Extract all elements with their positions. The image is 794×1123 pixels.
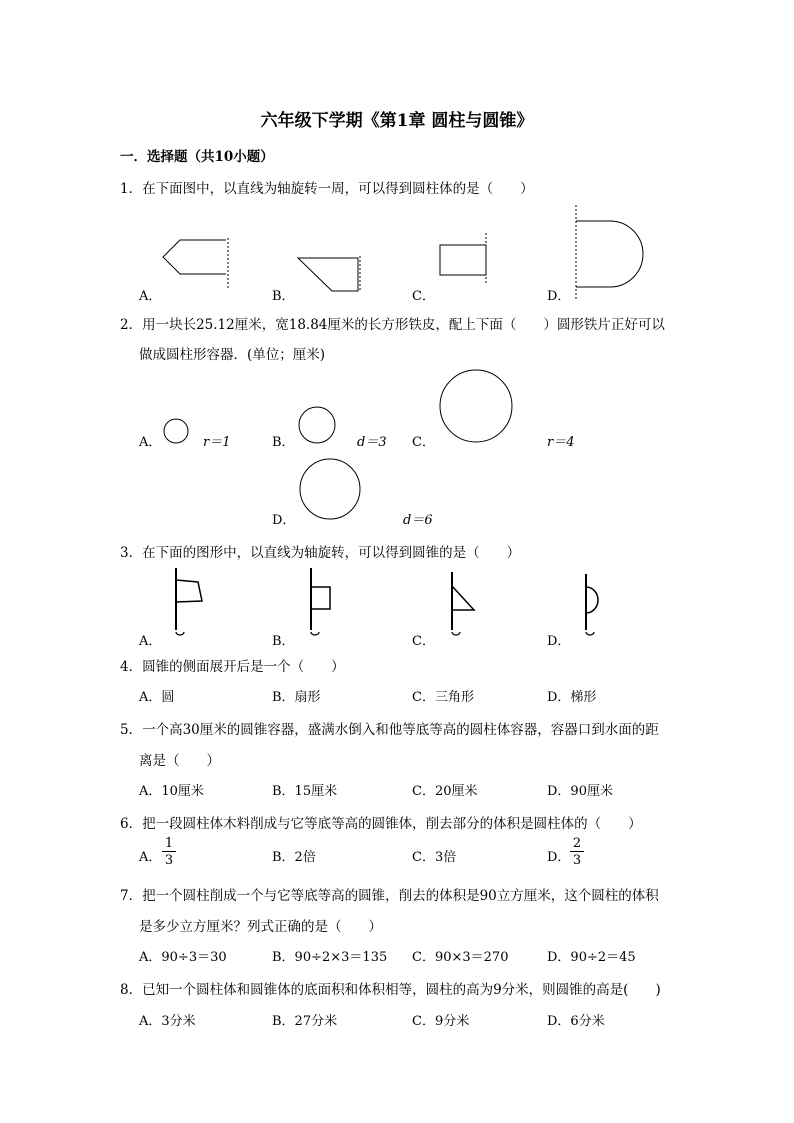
q6-fraction-a [162,837,176,867]
q5-option-b[interactable]: B．15厘米 [272,784,338,799]
q1-option-b[interactable]: B． [272,289,295,304]
question-5-line1: 5．一个高30厘米的圆锥容器，盛满水倒入和他等底等高的圆柱体容器，容器口到水面的距 [120,722,659,738]
q2-label-d: d＝6 [403,513,433,528]
q1-option-c[interactable]: C． [412,289,435,304]
q6-option-d[interactable]: D． [547,850,571,865]
q3-flag-c [440,572,485,638]
question-7-line2: 是多少立方厘米？列式正确的是（ ） [139,919,382,935]
q6-option-c[interactable]: C．3倍 [412,850,457,865]
q7-option-b[interactable]: B．90÷2×3＝135 [272,950,388,965]
q2-option-a[interactable]: A． [139,435,162,450]
q2-label-b: d＝3 [357,435,387,450]
q7-option-a[interactable]: A．90÷3＝30 [139,950,227,965]
q4-option-c[interactable]: C．三角形 [412,690,474,705]
q3-option-d[interactable]: D． [547,634,571,649]
page-title: 六年级下学期《第1章 圆柱与圆锥》 [260,111,534,131]
q8-option-b[interactable]: B．27分米 [272,1014,338,1029]
q8-option-c[interactable]: C．9分米 [412,1014,470,1029]
q1-figure-d [570,205,645,300]
q2-option-d[interactable]: D． [272,513,296,528]
q7-option-c[interactable]: C．90×3＝270 [412,950,509,965]
q3-option-c[interactable]: C． [412,634,435,649]
q6-fraction-a-denominator: 3 [164,853,174,868]
q1-figure-c [436,233,491,283]
q2-label-c: r＝4 [547,435,575,450]
q3-option-a[interactable]: A． [139,634,162,649]
q3-flag-a [164,568,214,638]
q5-option-c[interactable]: C．20厘米 [412,784,478,799]
question-4-text: 4．圆锥的侧面展开后是一个（ ） [120,659,345,675]
question-2-line1: 2．用一块长25.12厘米，宽18.84厘米的长方形铁皮，配上下面（ ）圆形铁片正好可以 [120,317,665,333]
question-3-text: 3．在下面的图形中，以直线为轴旋转，可以得到圆锥的是（ ） [120,545,521,561]
q2-option-c[interactable]: C． [412,435,435,450]
q2-circle-c [438,369,514,445]
q4-option-b[interactable]: B．扇形 [272,690,321,705]
q6-fraction-d-denominator: 3 [572,853,582,868]
question-2-line2: 做成圆柱形容器．(单位；厘米) [139,347,326,363]
question-7-line1: 7．把一个圆柱削成一个与它等底等高的圆锥，削去的体积是90立方厘米，这个圆柱的体积 [120,888,659,904]
q2-label-a: r＝1 [203,435,231,450]
q7-option-d[interactable]: D．90÷2＝45 [547,950,636,965]
q3-flag-d [574,574,614,638]
q5-option-a[interactable]: A．10厘米 [139,784,204,799]
q1-option-d[interactable]: D． [547,289,571,304]
q6-option-a[interactable]: A． [139,850,162,865]
question-8-text: 8．已知一个圆柱体和圆锥体的底面积和体积相等，圆柱的高为9分米，则圆锥的高是( ) [120,982,661,998]
q4-option-a[interactable]: A．圆 [139,690,175,705]
q6-option-b[interactable]: B．2倍 [272,850,316,865]
q1-figure-b [296,256,366,292]
question-1-text: 1．在下面图中，以直线为轴旋转一周，可以得到圆柱体的是（ ） [120,181,534,197]
q3-option-b[interactable]: B． [272,634,295,649]
section-heading: 一．选择题（共10小题） [120,149,274,165]
q2-circle-d [299,458,363,522]
question-6-text: 6．把一段圆柱体木料削成与它等底等高的圆锥体，削去部分的体积是圆柱体的（ ） [120,816,642,832]
q8-option-d[interactable]: D．6分米 [547,1014,605,1029]
q2-circle-b [298,406,338,446]
q6-fraction-d [570,837,584,867]
question-5-line2: 离是（ ） [139,753,220,769]
q8-option-a[interactable]: A．3分米 [139,1014,196,1029]
q4-option-d[interactable]: D．梯形 [547,690,597,705]
q5-option-d[interactable]: D．90厘米 [547,784,613,799]
q6-fraction-a-numerator: 1 [162,837,176,852]
q2-option-b[interactable]: B． [272,435,295,450]
q6-fraction-d-numerator: 2 [570,837,584,852]
q1-option-a[interactable]: A． [139,289,162,304]
q2-circle-a [163,418,191,446]
q3-flag-b [299,568,344,638]
q1-figure-a [160,238,235,288]
